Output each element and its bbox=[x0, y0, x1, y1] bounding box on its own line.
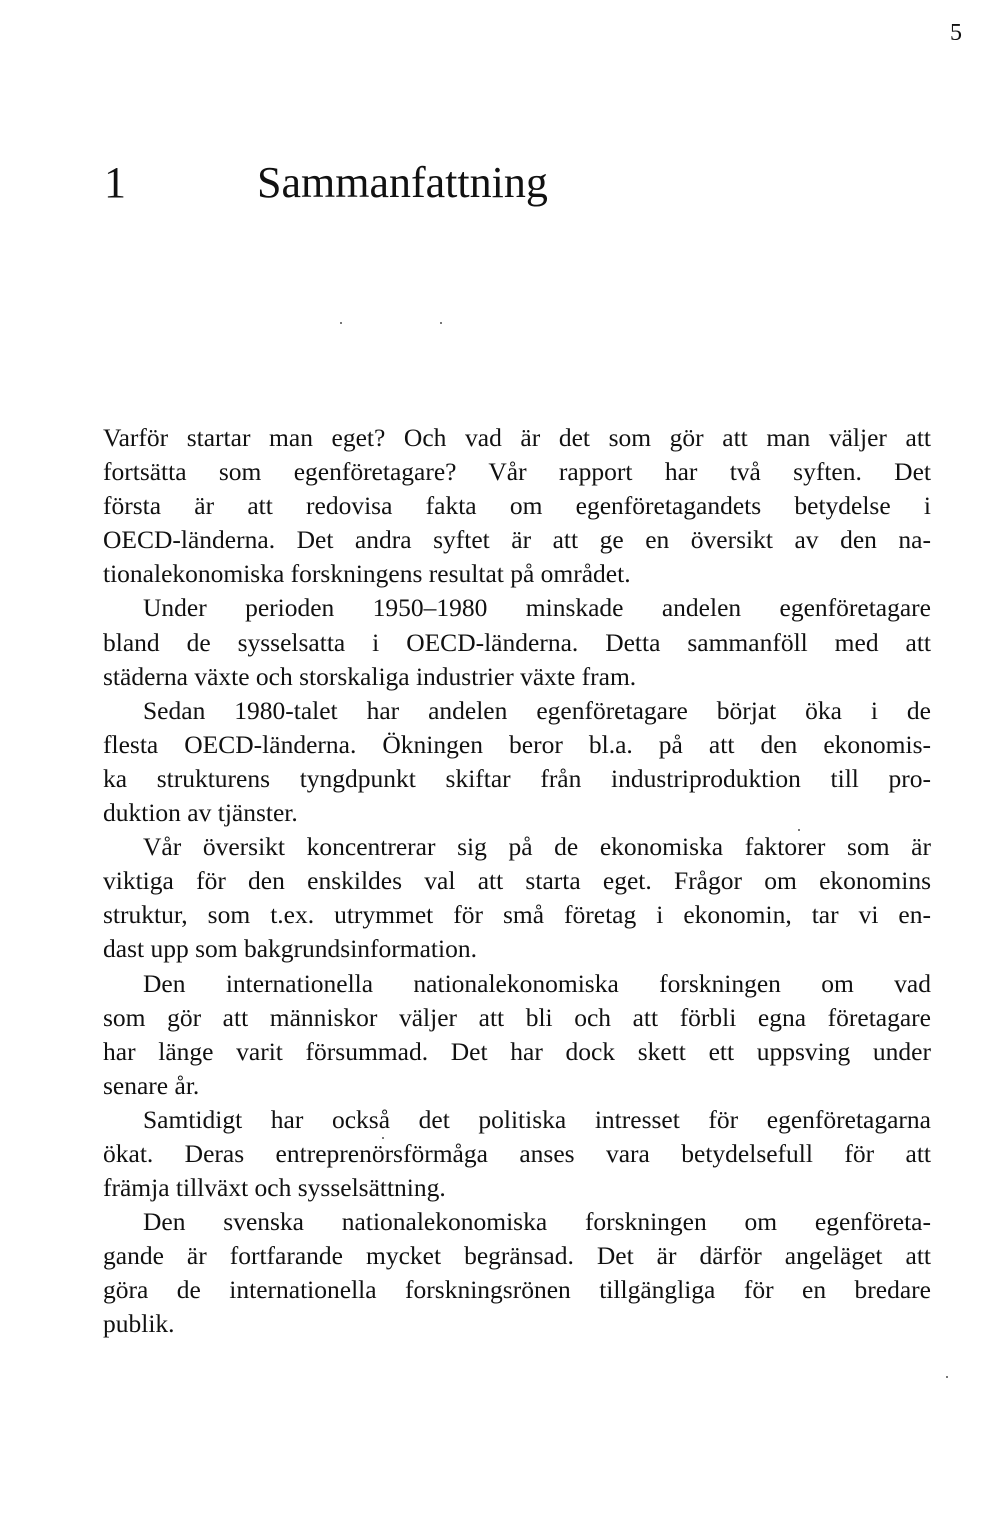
text-line: ökat. Deras entreprenörsförmåga anses vara betydelsefull för att bbox=[103, 1138, 931, 1168]
paragraph bbox=[103, 830, 931, 966]
scan-speck bbox=[340, 322, 342, 324]
text-line: göra de internationella forskningsrönen tillgängliga för en bredare bbox=[103, 1275, 931, 1305]
text-line: publik. bbox=[103, 1309, 175, 1339]
text-line: Den internationella nationalekonomiska forskningen om vad bbox=[143, 968, 931, 998]
text-line: ka strukturens tyngdpunkt skiftar från industriproduktion till pro- bbox=[103, 763, 931, 793]
chapter-heading bbox=[104, 155, 548, 211]
scan-speck bbox=[382, 1137, 384, 1139]
scan-speck bbox=[946, 1376, 948, 1378]
scan-speck bbox=[798, 829, 800, 831]
text-line: städerna växte och storskaliga industrier växte fram. bbox=[103, 661, 637, 691]
text-line: gande är fortfarande mycket begränsad. Det är därför angeläget att bbox=[103, 1241, 931, 1271]
text-line: fortsätta som egenföretagare? Vår rapport har två syften. Det bbox=[103, 457, 931, 487]
text-line: bland de sysselsatta i OECD-länderna. Detta sammanföll med att bbox=[103, 627, 931, 657]
text-line: flesta OECD-länderna. Ökningen beror bl.a. på att den ekonomis- bbox=[103, 729, 931, 759]
paragraph bbox=[103, 694, 931, 830]
text-line: tionalekonomiska forskningens resultat på området. bbox=[103, 559, 631, 589]
paragraph bbox=[103, 421, 931, 591]
text-line: struktur, som t.ex. utrymmet för små företag i ekonomin, tar vi en- bbox=[103, 900, 931, 930]
text-line: Sedan 1980-talet har andelen egenföretagare börjat öka i de bbox=[143, 695, 931, 725]
text-line: Den svenska nationalekonomiska forskningen om egenföreta- bbox=[143, 1207, 931, 1237]
paragraph bbox=[103, 967, 931, 1103]
scan-speck bbox=[440, 322, 442, 324]
paragraph bbox=[103, 591, 931, 693]
chapter-title: Sammanfattning bbox=[257, 158, 548, 207]
text-line: Varför startar man eget? Och vad är det som gör att man väljer att bbox=[103, 423, 931, 452]
text-line: senare år. bbox=[103, 1070, 200, 1100]
text-line: som gör att människor väljer att bli och att förbli egna företagare bbox=[103, 1002, 931, 1032]
paragraph bbox=[103, 1103, 931, 1205]
text-line: dast upp som bakgrundsinformation. bbox=[103, 934, 477, 964]
text-line: främja tillväxt och sysselsättning. bbox=[103, 1173, 446, 1203]
text-line: Under perioden 1950–1980 minskade andelen egenföretagare bbox=[143, 593, 931, 623]
paragraph bbox=[103, 1205, 931, 1341]
chapter-number: 1 bbox=[104, 158, 126, 207]
text-line: viktiga för den enskildes val att starta eget. Frågor om ekonomins bbox=[103, 866, 931, 896]
text-line: OECD-länderna. Det andra syftet är att ge en översikt av den na- bbox=[103, 525, 931, 555]
text-line: har länge varit försummad. Det har dock skett ett uppsving under bbox=[103, 1036, 931, 1066]
body-text bbox=[103, 421, 931, 1342]
page-number: 5 bbox=[950, 20, 962, 46]
text-line: Samtidigt har också det politiska intresset för egenföretagarna bbox=[143, 1104, 931, 1134]
text-line: duktion av tjänster. bbox=[103, 798, 298, 828]
text-line: Vår översikt koncentrerar sig på de ekonomiska faktorer som är bbox=[143, 832, 931, 862]
text-line: första är att redovisa fakta om egenföretagandets betydelse i bbox=[103, 491, 931, 521]
